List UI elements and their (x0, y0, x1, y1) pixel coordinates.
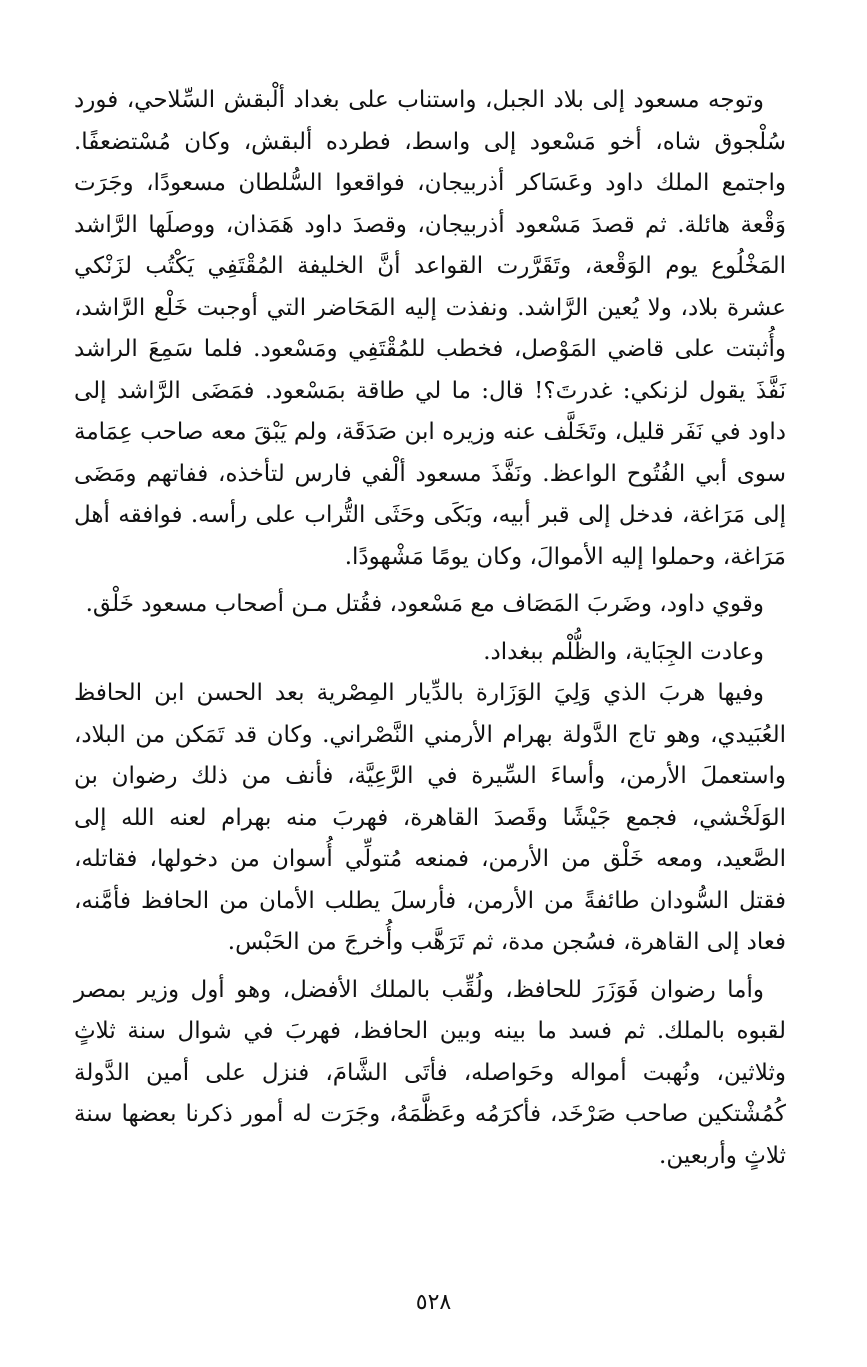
body-text (74, 80, 786, 1177)
paragraph-4: وفيها هربَ الذي وَلِيَ الوَزَارة بالدِّيار المِصْرية بعد الحسن ابن الحافظ العُبَيدي، وهو تاج الدَّولة بهرام الأرمني النَّصْراني. وكان قد تَمَكن من البلاد، واستعملَ الأرمن، وأساءَ السِّيرة في الرَّعِيَّة، فأنف من ذلك رضوان بن الوَلَخْشي، فجمع جَيْشًا وقَصدَ القاهرة، فهربَ منه بهرام لعنه الله إلى الصَّعيد، ومعه خَلْق من الأرمن، فمنعه مُتولِّي أُسوان من دخولها، فقاتله، فقتل السُّودان طائفةً من الأرمن، فأرسلَ يطلب الأمان من الحافظ فأمَّنه، فعاد إلى القاهرة، فسُجن مدة، ثم تَرَهَّب وأُخرجَ من الحَبْس. (74, 680, 786, 955)
paragraph-3: وعادت الجِبَاية، والظُّلْم ببغداد. (483, 638, 764, 665)
paragraph-5: وأما رضوان فَوَزَرَ للحافظ، ولُقِّب بالملك الأفضل، وهو أول وزير بمصر لقبوه بالملك. ثم فسد ما بينه وبين الحافظ، فهربَ في شوال سنة ثلاثٍ وثلاثين، ونُهبت أمواله وحَواصله، فأتَى الشَّامَ، فنزل على أمين الدَّولة كُمُشْتكين صاحب صَرْخَد، فأكرَمُه وعَظَّمَهُ، وجَرَت له أمور ذكرنا بعضها سنة ثلاثٍ وأربعين. (74, 976, 786, 1169)
page-number: ٥٢٨ (415, 1290, 452, 1315)
paragraph-1: وتوجه مسعود إلى بلاد الجبل، واستناب على بغداد ألْبقش السِّلاحي، فورد سُلْجوق شاه، أخو مَسْعود إلى واسط، فطرده ألبقش، وكان مُسْتضعفًا. واجتمع الملك داود وعَسَاكر أذربيجان، فواقعوا السُّلطان مسعودًا، وجَرَت وَقْعة هائلة. ثم قصدَ مَسْعود أذربيجان، وقصدَ داود هَمَذان، ووصلَها الرَّاشد المَخْلُوع يوم الوَقْعة، وتَقَرَّرت القواعد أنَّ الخليفة المُقْتَفِي يَكْتُب لزَنْكي عشرة بلاد، ولا يُعين الرَّاشد. ونفذت إليه المَحَاضر التي أوجبت خَلْع الرَّاشد، وأُثبتت على قاضي المَوْصل، فخطب للمُقْتَفِي ومَسْعود. فلما سَمِعَ الراشد نَفَّذَ يقول لزنكي: غدرتَ؟! قال: ما لي طاقة بمَسْعود. فمَضَى الرَّاشد إلى داود في نَفَر قليل، وتَخَلَّف عنه وزيره ابن صَدَقَة، ولم يَبْقَ معه صاحب عِمَامة سوى أبي الفُتُوح الواعظ. ونَفَّذَ مسعود ألْفي فارس لتأخذه، ففاتهم ومَضَى إلى مَرَاغة، فدخل إلى قبر أبيه، وبَكَى وحَثَى التُّراب على رأسه. فوافقه أهل مَرَاغة، وحملوا إليه الأموالَ، وكان يومًا مَشْهودًا. (74, 87, 786, 570)
paragraph-2: وقوي داود، وضَربَ المَصَاف مع مَسْعود، فقُتل مـن أصحاب مسعود خَلْق. (85, 591, 764, 617)
